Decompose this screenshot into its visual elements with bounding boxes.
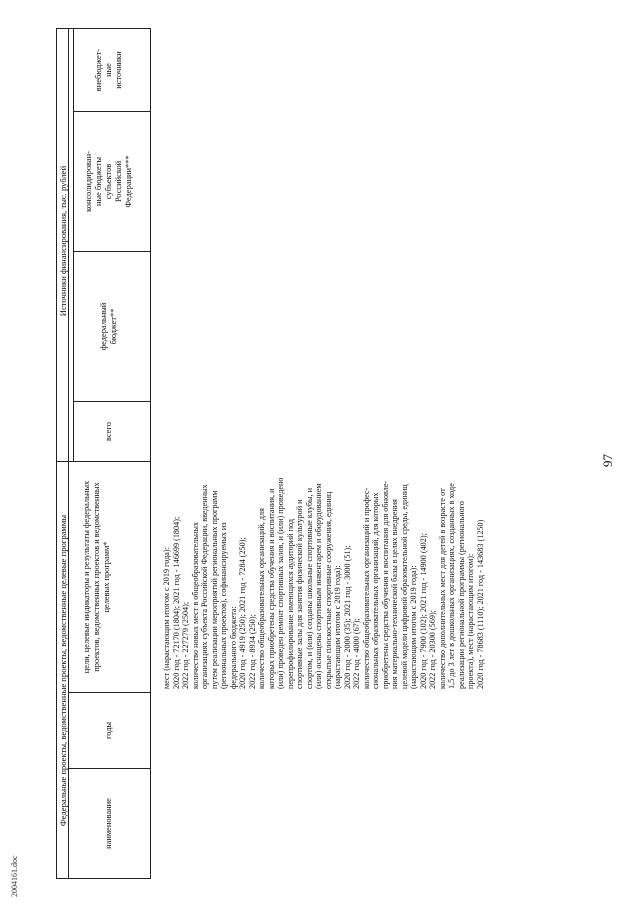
body-line: реализации региональной программы (регионального (456, 501, 466, 689)
column-header-bottom-line (150, 28, 151, 879)
col-header-goals: цели, целевые индикаторы и результаты федеральных проектов, ведомственных проектов и ведомственных целевых программ* (82, 480, 111, 674)
body-line: 2020 год - 2000 (35); 2021 год - 3000 (51); (342, 545, 352, 689)
body-line: спортом, и (или) созданы школьные спортивные клубы, и (304, 487, 314, 689)
body-line: (нарастающим итогом с 2019 года): (409, 565, 418, 689)
body-line: (нарастающим итогом с 2019 года): (333, 565, 342, 689)
body-line: количество общеобразовательных организаций, для (257, 508, 266, 689)
body-line: количество новых мест в общеобразовательных (190, 522, 200, 689)
body-line: приобретены средства обучения и воспитания для обновле- (380, 480, 390, 689)
group-header-projects: Федеральные проекты, ведомственные проекты, ведомственные целевые программы (58, 514, 68, 827)
body-line: 2020 год - 72170 (1804); 2021 год - 146699 (1804); (171, 516, 181, 689)
col-header-years: годы (104, 721, 113, 740)
body-line: 2022 год - 20300 (569); (428, 610, 437, 689)
table-left-border (56, 878, 150, 879)
page-number: 97 (600, 454, 615, 467)
body-line: федерального бюджета: (228, 606, 238, 689)
col-header-federal: федеральный бюджет** (99, 302, 118, 351)
body-line: количество дополнительных мест для детей в возрасте от (437, 488, 447, 689)
col-header-total: всего (104, 422, 113, 441)
body-line: 2020 год - 7900 (102); 2021 год - 14900 (402); (418, 533, 428, 689)
col-header-consolidated: консолидирован- ные бюджеты субъектов Российской Федерации*** (84, 151, 133, 212)
body-line: (региональных проектов), софинансируемых из (219, 522, 228, 689)
body-line: 2022 год - 227279 (2504); (181, 601, 190, 689)
group-header-line (68, 28, 69, 879)
body-line: 2020 год - 4919 (250); 2021 год - 7284 (250); (238, 537, 247, 689)
body-line: мест (нарастающим итогом с 2019 года): (162, 547, 171, 689)
body-line: 1,5 до 3 лет в дошкольных организациях, созданных в ходе (447, 483, 456, 689)
body-line: ния материально-технической базы в целях внедрения (390, 499, 399, 689)
body-line: путем реализации мероприятий региональных программ (209, 490, 219, 689)
group-header-financing: Источники финансирования, тыс. рублей (58, 165, 68, 317)
body-line: (или) проведен ремонт спортивных залов, и (или) проведено (276, 477, 285, 689)
body-line: количество общеобразовательных организаций и профес- (361, 487, 371, 689)
table-top-line (56, 28, 57, 879)
body-line: (или) оснащены спортивным инвентарем и оборудованием (314, 483, 323, 689)
file-code: 2004161.doc (10, 855, 19, 897)
body-line: 2020 год - 78683 (1110); 2021 год - 143683 (1250) (475, 519, 485, 689)
body-line: сиональных образовательных организаций, для которых (371, 492, 380, 689)
body-line: 2022 год - 4000 (67); (352, 618, 361, 689)
col-header-name: наименование (104, 798, 113, 849)
body-line: спортивные залы для занятия физической культурой и (295, 499, 304, 689)
subheader-line (73, 28, 74, 462)
body-line: перепрофилирование имеющихся аудиторий под (285, 518, 295, 689)
col-header-extrabudget: внебюджет- ные источники (94, 48, 123, 92)
goals-body-text (162, 439, 485, 689)
body-line: организациях субъекта Российской Федерации, введенных (200, 484, 209, 689)
body-line: которых приобретены средства обучения и воспитания, и (266, 488, 276, 689)
body-line: целевой модели цифровой образовательной среды, единиц (399, 484, 409, 689)
body-line: 2022 год - 8934 (250); (247, 614, 257, 689)
body-line: открытые плоскостные спортивные сооружения, единиц (323, 491, 333, 689)
body-line: проекта), мест (нарастающим итогом): (466, 553, 475, 689)
